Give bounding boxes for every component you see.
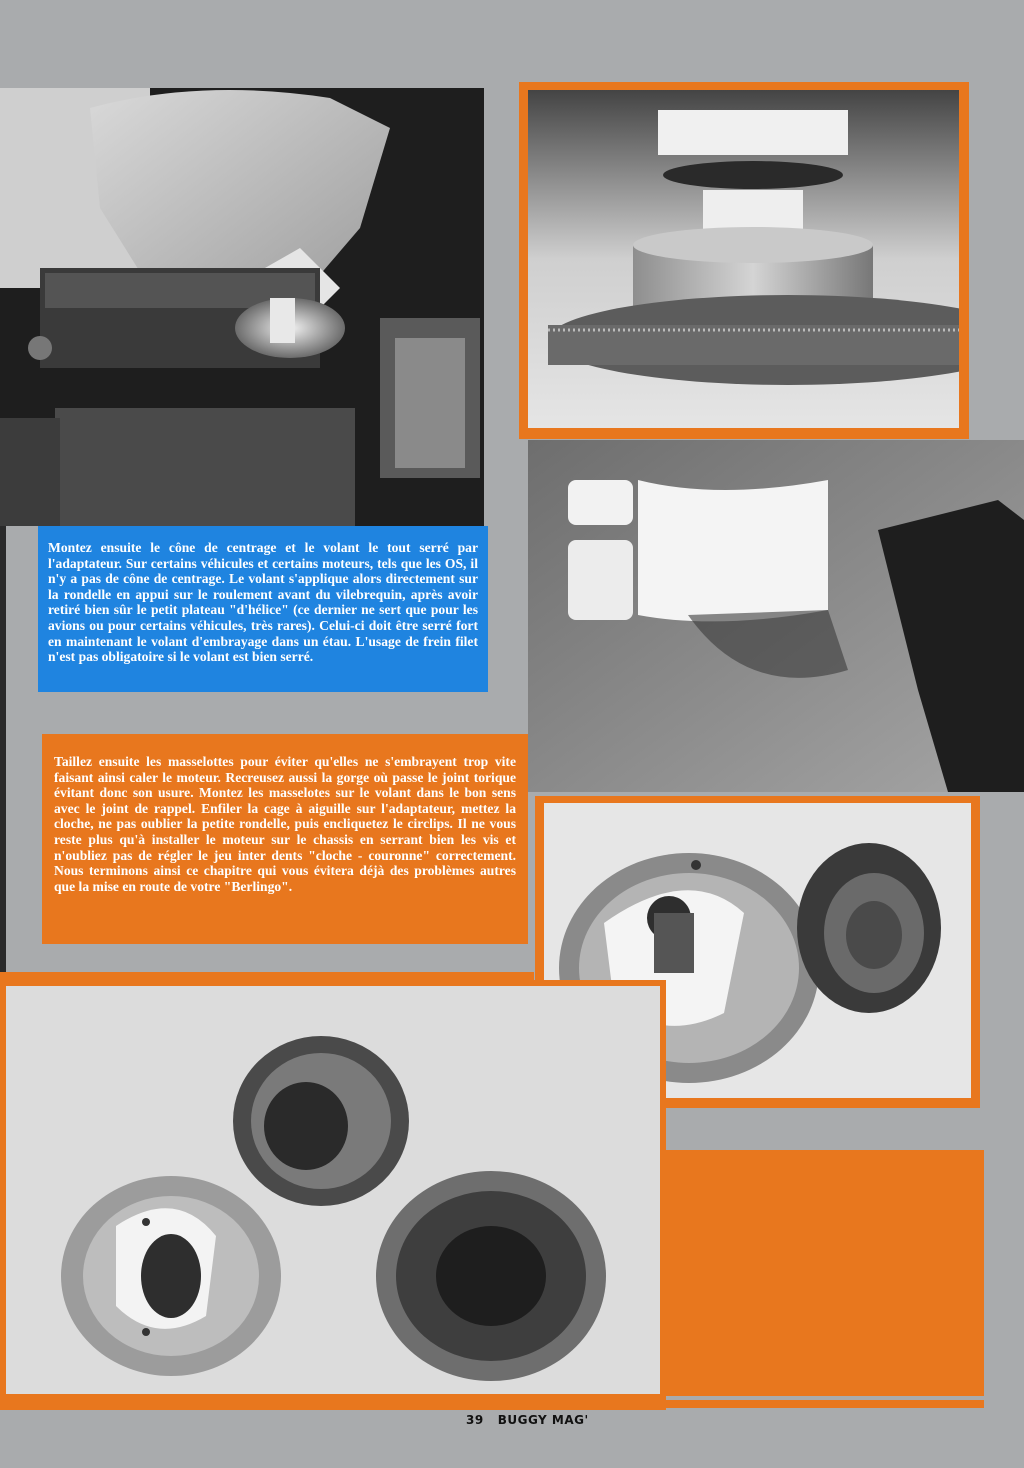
orange-bar-bottom (0, 1400, 984, 1408)
page-number: 39 (466, 1413, 484, 1427)
orange-block-bottom-right (666, 1150, 984, 1396)
caption-orange (42, 734, 528, 944)
page-footer (466, 1413, 666, 1431)
orange-bar-mid (0, 972, 534, 980)
photo-three-flywheels (6, 986, 660, 1394)
photo-vise-flywheel (0, 88, 484, 526)
magazine-name: BUGGY MAG' (497, 1413, 589, 1427)
caption-orange-text: Taillez ensuite les masselottes pour éviter qu'elles ne s'embrayent trop vite faisant ainsi caler le moteur. Recreusez aussi la gorge où passe le joint torique évitant donc son usure. Montez les masselotes sur le volant dans le bon sens avec le joint de rappel. Enfiler la cage à aiguille sur l'adaptateur, mettez la cloche, ne pas oublier la petite rondelle, puis encliquetez le circlips. Il ne vous reste plus qu'à installer le moteur sur le chassis en serrant bien les vis et n'oubliez pas de régler le jeu inter dents "cloche - couronne" correctement. Nous terminons ainsi ce chapitre qui vous évitera déjà des problèmes autres que la mise en route de votre "Berlingo". (54, 754, 516, 894)
photo-flywheel-cone (528, 90, 959, 428)
photo-masselottes (528, 440, 1024, 792)
caption-blue-text: Montez ensuite le cône de centrage et le volant le tout serré par l'adaptateur. Sur certains véhicules et certains moteurs, tels que les OS, il n'y a pas de cône de centrage. Le volant s'applique alors directement sur la rondelle en appui sur le roulement avant du vilebrequin, après avoir retiré bien sûr le petit plateau "d'hélice" (ce dernier ne sert que pour les avions ou pour certains véhicules, très rares). Celui-ci doit être serré fort en maintenant le volant d'embrayage dans un étau. L'usage de frein filet n'est pas obligatoire si le volant est bien serré. (48, 540, 478, 665)
caption-blue (38, 526, 488, 692)
